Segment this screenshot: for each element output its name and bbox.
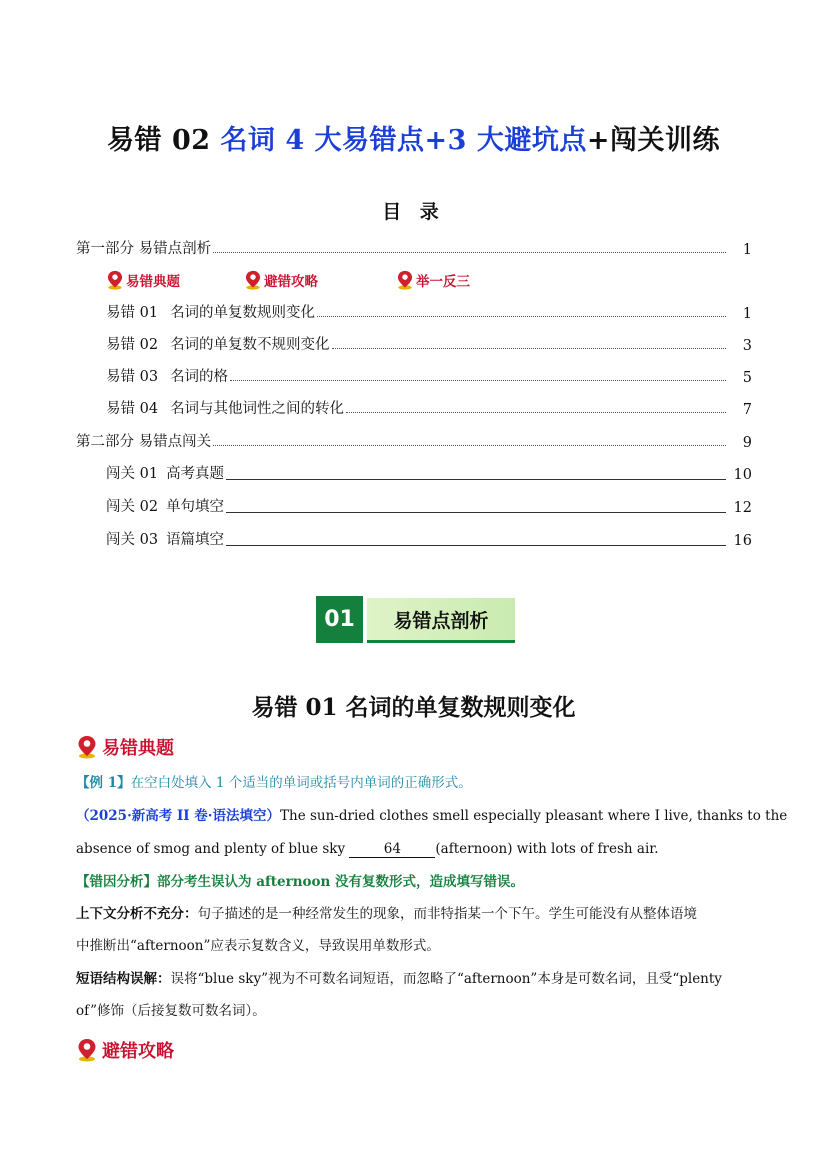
location-pin-icon — [244, 270, 262, 290]
phrase-line-2: of”修饰（后接复数可数名词）。 — [76, 1003, 266, 1019]
tag-label: 举一反三 — [416, 274, 470, 290]
question-line-1 — [76, 806, 787, 826]
toc-leader — [226, 544, 726, 546]
toc-page: 9 — [742, 435, 752, 451]
tag-practice — [396, 270, 470, 290]
toc-leader — [213, 251, 726, 253]
toc-page: 1 — [742, 306, 752, 322]
toc-item-3[interactable] — [106, 366, 752, 386]
banner-text: 易错点剖析 — [367, 598, 515, 643]
context-line-1 — [76, 904, 697, 924]
subsection-label: 避错攻略 — [102, 1041, 174, 1062]
toc-leader — [226, 511, 726, 513]
toc-item-code: 闯关 03 — [106, 532, 159, 548]
toc-item-4[interactable] — [106, 398, 752, 418]
toc-item-2[interactable] — [106, 334, 752, 354]
phrase-line-1 — [76, 969, 722, 989]
toc-item-title: 名词与其他词性之间的转化 — [170, 401, 345, 417]
analysis-label: 【错因分析】 — [76, 874, 157, 890]
toc-page: 12 — [733, 500, 752, 516]
toc-item-title: 名词的单复数规则变化 — [170, 305, 316, 321]
question-source: （2025·新高考 II 卷·语法填空） — [76, 808, 281, 824]
document-title — [0, 118, 827, 157]
location-pin-icon — [396, 270, 414, 290]
toc-page: 3 — [742, 338, 752, 354]
toc-item-code: 易错 01 — [106, 305, 159, 321]
toc-page: 5 — [742, 370, 752, 386]
context-text-1: 句子描述的是一种经常发生的现象，而非特指某一个下午。学生可能没有从整体语境 — [197, 906, 697, 922]
tag-label: 易错典题 — [126, 274, 180, 290]
toc-item-title: 名词的格 — [170, 369, 229, 385]
subsection-strategy — [76, 1037, 174, 1063]
toc-item-title: 名词的单复数不规则变化 — [170, 337, 330, 353]
answer-blank[interactable]: 64 — [349, 841, 435, 858]
example-label: 【例 1】 — [76, 775, 131, 791]
toc-challenge-1[interactable] — [106, 463, 752, 483]
toc-leader — [230, 379, 726, 381]
title-suffix: +闯关训练 — [586, 125, 720, 156]
toc-challenge-2[interactable] — [106, 496, 752, 516]
toc-item-title: 单句填空 — [166, 499, 225, 515]
title-prefix: 易错 02 — [107, 125, 221, 156]
location-pin-icon — [76, 1038, 98, 1062]
analysis-text: 部分考生误认为 afternoon 没有复数形式，造成填写错误。 — [157, 874, 525, 890]
toc-page: 16 — [733, 533, 752, 549]
subsection-label: 易错典题 — [102, 738, 174, 759]
question-text-1: The sun-dried clothes smell especially pleasant where I live, thanks to the — [280, 808, 788, 824]
toc-item-code: 易错 04 — [106, 401, 159, 417]
toc-challenge-3[interactable] — [106, 529, 752, 549]
section-banner — [316, 596, 515, 643]
location-pin-icon — [76, 735, 98, 759]
toc-item-code: 易错 02 — [106, 337, 159, 353]
toc-leader — [226, 478, 726, 480]
context-line-2: 中推断出“afternoon”应表示复数含义，导致误用单数形式。 — [76, 938, 440, 954]
toc-page: 7 — [742, 402, 752, 418]
banner-number: 01 — [316, 596, 363, 643]
toc-part1[interactable] — [76, 238, 752, 258]
toc-part2[interactable] — [76, 431, 752, 451]
tag-strategy — [244, 270, 318, 290]
location-pin-icon — [106, 270, 124, 290]
example-line — [76, 773, 472, 793]
toc-item-title: 高考真题 — [166, 466, 225, 482]
toc-item-1[interactable] — [106, 302, 752, 322]
phrase-text-1: 误将“blue sky”视为不可数名词短语，而忽略了“afternoon”本身是可数名词，且受“plenty — [170, 971, 722, 987]
toc-leader — [317, 315, 726, 317]
question-line-2 — [76, 839, 659, 859]
toc-leader — [346, 411, 726, 413]
context-label: 上下文分析不充分： — [76, 906, 198, 922]
toc-page: 10 — [733, 467, 752, 483]
toc-item-code: 闯关 01 — [106, 466, 159, 482]
analysis-line — [76, 872, 524, 892]
title-highlight: 名词 4 大易错点+3 大避坑点 — [220, 125, 587, 156]
section-heading: 易错 01 名词的单复数规则变化 — [251, 694, 576, 721]
toc-item-title: 语篇填空 — [166, 532, 225, 548]
example-text: 在空白处填入 1 个适当的单词或括号内单词的正确形式。 — [130, 775, 472, 791]
toc-heading: 目 录 — [382, 201, 445, 223]
toc-part1-label: 第一部分 易错点剖析 — [76, 241, 212, 257]
toc-part2-label: 第二部分 易错点闯关 — [76, 434, 212, 450]
subsection-typical — [76, 734, 174, 760]
toc-leader — [332, 347, 726, 349]
toc-item-code: 闯关 02 — [106, 499, 159, 515]
question-text-2b: (afternoon) with lots of fresh air. — [435, 841, 659, 857]
toc-page: 1 — [742, 242, 752, 258]
toc-leader — [213, 444, 726, 446]
tag-label: 避错攻略 — [264, 274, 318, 290]
phrase-label: 短语结构误解： — [76, 971, 171, 987]
question-text-2a: absence of smog and plenty of blue sky — [76, 841, 350, 857]
toc-item-code: 易错 03 — [106, 369, 159, 385]
tag-typical — [106, 270, 180, 290]
